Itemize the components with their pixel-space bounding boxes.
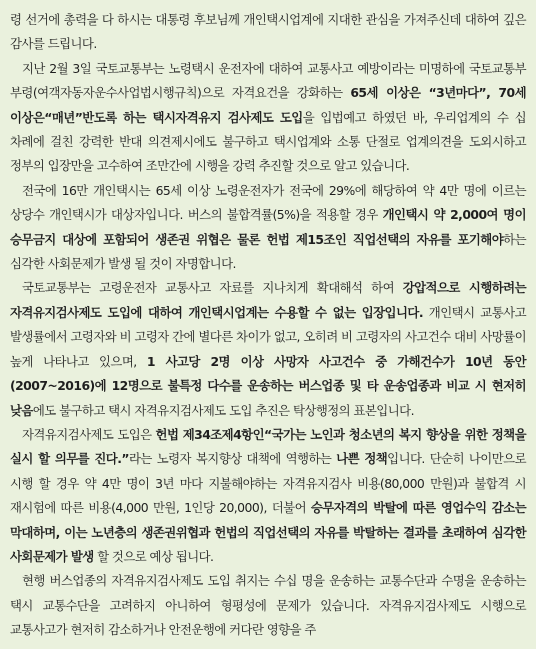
text-segment: 자격유지검사제도 도입은	[22, 426, 156, 442]
letter-body-text	[10, 8, 526, 643]
text-segment: 령 선거에 총력을 다 하시는 대통령 후보님께 개인택시업계에 지대한 관심을 가져주신데 대하여 깊은 감사를 드립니다.	[10, 12, 526, 52]
text-segment: 을 입법예고 하였던 바, 우리업계의 수 십 차례에 걸친 강력한 반대 의견제시에도 불구하고 택시업계와 소통 단절로 업계의견을 도외시하고 정부의 입장만을 고수하여 조만간에 시행을 강력 추진할 것으로 알고 있습니다.	[10, 109, 527, 174]
bold-text-segment: 개인택시 약 2,000여 명이 승무금지 대상에 포함되어 생존권 위협은 물론 헌법 제15조인 직업선택의 자유를 포기해야	[10, 207, 527, 247]
text-segment: 할 것으로 예상 됩니다.	[93, 548, 214, 564]
text-segment: 개인택시 교통사고 발생률에서 고령자와 비 고령자 간에 별다른 차이가 없고, 오히려 비 고령자의 사고건수 대비 사망률이 높게 나타나고 있으며,	[10, 304, 526, 369]
bold-text-segment: 승무자격의 박탈에 따른 영업수익 감소는 막대하며, 이는 노년층의 생존권위협과 헌법의 직업선택의 자유를 박탈하는 결과를 초래하여 심각한 사회문제가 발생	[10, 500, 527, 564]
bold-text-segment: 65세 이상은 “3년마다”, 70세 이상은“매년”반도록 하는 택시자격유지 검사제도 도입	[10, 85, 526, 125]
paragraph	[10, 57, 526, 179]
text-segment: 지난 2월 3일 국토교통부는 노령택시 운전자에 대하여 교통사고 예방이라는 미명하에 국토교통부 부령(여객자동자운수사업법시행규칙)으로 자격요건을 강화하는	[10, 60, 526, 101]
text-segment: 현행 버스업종의 자격유지검사제도 도입 취지는 수십 명을 운송하는 교통수단과 수명을 운송하는 택시 교통수단을 고려하지 아니하여 형평성에 문제가 있습니다. 자격유지검사제도 시행으로 교통사고가 현저히 감소하거나 안전운행에 커다란 영향을 주	[10, 573, 526, 638]
bold-text-segment: 강압적으로 시행하려는 자격유지검사제도 도입에 대하여 개인택시업계는 수용할 수 없는 입장입니다.	[10, 280, 526, 320]
text-segment: 하는 심각한 사회문제가 발생 될 것이 자명합니다.	[10, 231, 526, 272]
text-segment: 에도 불구하고 택시 자격유지검사제도 도입 추진은 탁상행정의 표본입니다.	[32, 402, 414, 418]
paragraph	[10, 276, 526, 422]
paragraph	[10, 179, 526, 277]
paragraph	[10, 8, 526, 57]
bold-text-segment: 나쁜 정책	[336, 451, 388, 467]
text-segment: 입니다. 단순히 나이만으로 시행 할 경우 약 4만 명이 3년 마다 지불해야하는 자격유지검사 비용(80,000 만원)과 불합격 시 재시험에 따른 비용(4,000 만원, 1인당 20,000), 더불어	[10, 451, 526, 516]
bold-text-segment: 헌법 제34조제4항인“국가는 노인과 청소년의 복지 향상을 위한 정책을 실시 할 의무를 진다.”	[10, 426, 526, 467]
bold-text-segment: 1 사고당 2명 이상 사망자 사고건수 중 가해건수가 10년 동안(2007~2016)에 12명으로 불특정 다수를 운송하는 버스업종 및 타 운송업종과 비교 시 현저히 낮음	[10, 353, 526, 418]
text-segment: 국토교통부는 고령운전자 교통사고 자료를 지나치게 확대해석 하여	[22, 280, 403, 296]
paragraph	[10, 423, 526, 569]
text-segment: 라는 노령자 복지향상 대책에 역행하는	[128, 451, 337, 467]
text-segment: 전국에 16만 개인택시는 65세 이상 노령운전자가 전국에 29%에 해당하여 약 4만 명에 이르는 상당수 개인택시가 대상자입니다. 버스의 불합격률(5%)을 적용할 경우	[10, 182, 526, 223]
paragraph	[10, 569, 526, 642]
